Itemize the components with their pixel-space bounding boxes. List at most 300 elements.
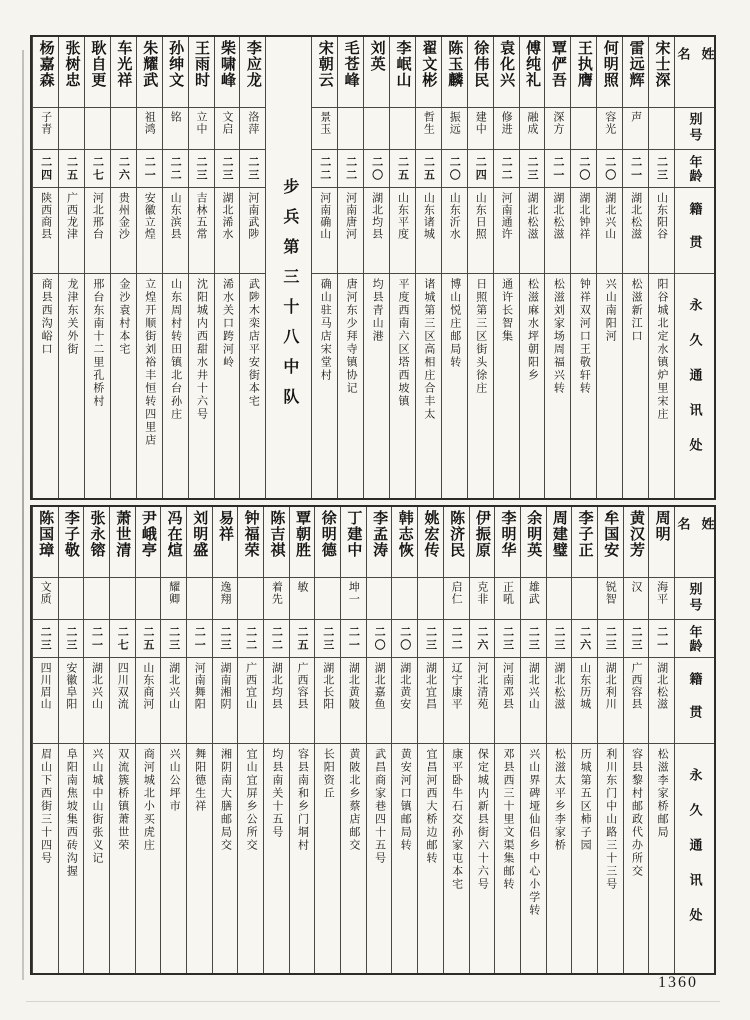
person-age [444, 619, 469, 657]
person-age-text: 二二 [270, 625, 283, 652]
person-name [390, 37, 415, 107]
person-address-text: 阜阳南焦坡集西砖沟握 [65, 748, 78, 878]
person-alias-text: 启仁 [450, 581, 463, 605]
person-address [84, 743, 109, 973]
person-name [521, 507, 546, 577]
person-name-text: 丁建中 [345, 510, 362, 558]
person-age [416, 149, 441, 187]
person-native [215, 187, 240, 273]
person-name [59, 37, 84, 107]
person-alias [547, 577, 572, 619]
person-address [338, 273, 363, 498]
person-age-text: 二〇 [373, 625, 386, 652]
person-alias [520, 107, 545, 149]
person-address [315, 743, 340, 973]
person-alias-text: 哲生 [422, 111, 435, 135]
person-age [33, 149, 58, 187]
roster-column [136, 37, 162, 498]
person-name [649, 37, 674, 107]
person-name-text: 李应龙 [244, 40, 261, 88]
person-name [136, 507, 161, 577]
person-alias [416, 107, 441, 149]
person-address [111, 273, 136, 498]
person-age [418, 619, 443, 657]
person-name [367, 507, 392, 577]
roster-column [32, 37, 58, 498]
person-name [240, 37, 265, 107]
person-native-text: 湖北兴山 [527, 662, 540, 710]
person-alias [238, 577, 263, 619]
person-name-text: 尹峨亭 [139, 510, 156, 558]
header-alias-label [675, 107, 714, 149]
person-address-text: 松滋新江口 [630, 278, 643, 343]
person-name-text: 雷远辉 [627, 40, 644, 88]
person-address-text: 容县南和乡门垌村 [296, 748, 309, 852]
person-age-text: 二一 [90, 625, 103, 652]
person-name [315, 507, 340, 577]
person-native [367, 657, 392, 743]
person-name [547, 507, 572, 577]
person-name [571, 37, 596, 107]
roster-column [648, 37, 674, 498]
person-name [468, 37, 493, 107]
person-native-text: 山东阳谷 [655, 192, 668, 240]
person-name [624, 507, 649, 577]
person-address-text: 均县南关十五号 [270, 748, 283, 839]
person-alias [59, 107, 84, 149]
person-age-text: 二二 [169, 155, 182, 182]
person-age-text: 二三 [321, 625, 334, 652]
person-native-text: 河北邢台 [91, 192, 104, 240]
person-native-text: 吉林五常 [195, 192, 208, 240]
person-alias [136, 577, 161, 619]
person-address-text: 容县黎村邮政代办所交 [630, 748, 643, 878]
person-address [649, 743, 674, 973]
person-address-text: 钟祥双河口王敬轩转 [578, 278, 591, 395]
person-address [187, 743, 212, 973]
person-alias [495, 577, 520, 619]
person-address [215, 273, 240, 498]
person-alias-text: 声 [629, 111, 642, 123]
header-column [674, 37, 714, 498]
person-age [264, 619, 289, 657]
person-address-text: 确山驻马店宋堂村 [319, 278, 332, 382]
person-age [572, 619, 597, 657]
person-alias-text: 汉 [629, 581, 642, 593]
person-alias-text: 振远 [448, 111, 461, 135]
person-name-text: 刘明盛 [191, 510, 208, 558]
person-native [623, 187, 648, 273]
person-address-text: 商河城北小买虎庄 [142, 748, 155, 852]
person-age [468, 149, 493, 187]
person-name-text: 李孟涛 [371, 510, 388, 558]
person-native [338, 187, 363, 273]
person-alias-text: 容光 [603, 111, 616, 135]
person-age-text: 二三 [604, 625, 617, 652]
person-name [495, 507, 520, 577]
person-native [494, 187, 519, 273]
person-native-text: 贵州金沙 [117, 192, 130, 240]
person-alias-text: 正吼 [501, 581, 514, 605]
person-alias [418, 577, 443, 619]
person-address-text: 平度西南六区塔西坡镇 [396, 278, 409, 408]
person-alias [137, 107, 162, 149]
person-age [442, 149, 467, 187]
person-native-text: 湖北兴山 [90, 662, 103, 710]
person-alias-text: 逸翔 [218, 581, 231, 605]
person-name-text: 黄汉芳 [627, 510, 644, 558]
person-native-text: 山东沂水 [448, 192, 461, 240]
person-age-text: 二二 [344, 155, 357, 182]
person-native [547, 657, 572, 743]
person-age-text: 二〇 [577, 155, 590, 182]
person-name [84, 507, 109, 577]
person-name-text: 李岷山 [394, 40, 411, 88]
person-age [215, 149, 240, 187]
person-alias [111, 107, 136, 149]
person-age-text: 二六 [475, 625, 488, 652]
person-name-text: 宋朝云 [316, 40, 333, 88]
person-age-text: 二〇 [448, 155, 461, 182]
person-age [494, 149, 519, 187]
person-alias [571, 107, 596, 149]
person-address-text: 眉山下西街三十四号 [39, 748, 52, 865]
person-alias [33, 577, 58, 619]
person-name [110, 507, 135, 577]
person-age [547, 619, 572, 657]
person-name-text: 李明华 [499, 510, 516, 558]
person-native-text: 河南武陟 [246, 192, 259, 240]
person-age [545, 149, 570, 187]
person-name-text: 刘英 [368, 40, 385, 72]
person-name [338, 37, 363, 107]
person-address [649, 273, 674, 498]
person-alias-text: 景玉 [318, 111, 331, 135]
person-address-text: 黄安河口镇邮局转 [399, 748, 412, 852]
person-age-text: 二五 [422, 155, 435, 182]
person-name [545, 37, 570, 107]
person-address [161, 743, 186, 973]
person-age-text: 二二 [500, 155, 513, 182]
person-address-text: 阳谷城北定水镇炉里宋庄 [656, 278, 669, 421]
person-native-text: 广西龙津 [65, 192, 78, 240]
header-address-label [675, 743, 714, 973]
person-address-text: 黄陂北乡蔡店邮交 [347, 748, 360, 852]
roster-column [162, 37, 188, 498]
person-native-text: 湖南湘阴 [218, 662, 231, 710]
person-age [240, 149, 265, 187]
roster-column [546, 507, 572, 973]
person-age [85, 149, 110, 187]
header-alias-label-text: 别号 [687, 582, 703, 614]
person-name [520, 37, 545, 107]
person-address [494, 273, 519, 498]
roster-column [263, 507, 289, 973]
person-alias [312, 107, 337, 149]
person-name-text: 张树忠 [63, 40, 80, 88]
roster-column [188, 37, 214, 498]
person-age-text: 二五 [296, 625, 309, 652]
person-age [290, 619, 315, 657]
person-age [341, 619, 366, 657]
person-name-text: 李子敬 [62, 510, 79, 558]
person-native-text: 山东历城 [578, 662, 591, 710]
roster-column [417, 507, 443, 973]
person-native-text: 河南唐河 [344, 192, 357, 240]
person-name [597, 37, 622, 107]
person-native [470, 657, 495, 743]
person-native [416, 187, 441, 273]
person-address [33, 743, 58, 973]
person-native [364, 187, 389, 273]
person-alias [315, 577, 340, 619]
roster-column [469, 507, 495, 973]
person-age [598, 619, 623, 657]
person-name [341, 507, 366, 577]
person-native [571, 187, 596, 273]
person-native [597, 187, 622, 273]
person-address-text: 保定城内新县街六十六号 [476, 748, 489, 891]
person-age-text: 二三 [501, 625, 514, 652]
person-alias [390, 107, 415, 149]
person-alias [392, 577, 417, 619]
person-age-text: 二二 [244, 625, 257, 652]
header-age-label-text: 年龄 [687, 624, 703, 653]
roster-column [160, 507, 186, 973]
header-age-label-text: 年龄 [687, 154, 703, 183]
person-age [649, 149, 674, 187]
header-name-label [675, 37, 714, 107]
roster-column [519, 37, 545, 498]
person-name-text: 何明照 [601, 40, 618, 88]
header-alias-label [675, 577, 714, 619]
person-name-text: 陈国璋 [37, 510, 54, 558]
person-native [137, 187, 162, 273]
person-address-text: 沈阳城内西甜水井十六号 [195, 278, 208, 421]
person-name-text: 陈吉祺 [268, 510, 285, 558]
person-age [312, 149, 337, 187]
person-alias [623, 107, 648, 149]
person-native-text: 河北清苑 [475, 662, 488, 710]
person-age-text: 二三 [64, 625, 77, 652]
person-address [598, 743, 623, 973]
person-name [494, 37, 519, 107]
person-age-text: 二六 [117, 155, 130, 182]
person-alias [59, 577, 84, 619]
roster-column [84, 37, 110, 498]
person-alias-text: 坤一 [347, 581, 360, 605]
person-native-text: 山东滨县 [169, 192, 182, 240]
person-address [33, 273, 58, 498]
person-native [418, 657, 443, 743]
person-name-text: 宋士深 [653, 40, 670, 88]
person-native-text: 湖北黄安 [398, 662, 411, 710]
person-native-text: 四川眉山 [39, 662, 52, 710]
person-address [442, 273, 467, 498]
person-name [161, 507, 186, 577]
person-alias-text: 文质 [39, 581, 52, 605]
person-alias [187, 577, 212, 619]
person-name [33, 507, 58, 577]
person-age-text: 二七 [91, 155, 104, 182]
person-name-text: 易祥 [216, 510, 233, 542]
person-native [290, 657, 315, 743]
person-age [111, 149, 136, 187]
person-native-text: 湖北松滋 [629, 192, 642, 240]
person-name [649, 507, 674, 577]
person-address [392, 743, 417, 973]
person-address-text: 邓县西三十里文渠集邮转 [502, 748, 515, 891]
person-name [137, 37, 162, 107]
person-address [623, 273, 648, 498]
person-address [470, 743, 495, 973]
person-age [649, 619, 674, 657]
person-alias [189, 107, 214, 149]
person-alias [545, 107, 570, 149]
person-alias [624, 577, 649, 619]
person-native-text: 河南舞阳 [193, 662, 206, 710]
person-alias [341, 577, 366, 619]
person-native [84, 657, 109, 743]
person-name [59, 507, 84, 577]
person-native [572, 657, 597, 743]
person-address-text: 历城第五区柿子园 [579, 748, 592, 852]
person-native [264, 657, 289, 743]
person-native [213, 657, 238, 743]
person-native-text: 安徽立煌 [143, 192, 156, 240]
unit-title [266, 37, 311, 498]
person-age-text: 二三 [526, 155, 539, 182]
person-native-text: 湖北松滋 [552, 662, 565, 710]
person-native [187, 657, 212, 743]
person-name [189, 37, 214, 107]
person-name-text: 袁化兴 [498, 40, 515, 88]
scan-bottom-edge [26, 1001, 720, 1002]
person-age [33, 619, 58, 657]
person-address [390, 273, 415, 498]
person-age [84, 619, 109, 657]
person-alias-text: 铭 [169, 111, 182, 123]
person-name [572, 507, 597, 577]
person-native [624, 657, 649, 743]
roster-column [467, 37, 493, 498]
person-alias [598, 577, 623, 619]
person-address-text: 双流簇桥镇萧世荣 [116, 748, 129, 852]
person-address [189, 273, 214, 498]
person-native-text: 河南邓县 [501, 662, 514, 710]
person-address-text: 舞阳德生祥 [193, 748, 206, 813]
person-address-text: 浠水关口跨河岭 [221, 278, 234, 369]
person-address [444, 743, 469, 973]
person-native [240, 187, 265, 273]
person-age [338, 149, 363, 187]
roster-column [239, 37, 265, 498]
person-address-text: 均县青山港 [371, 278, 384, 343]
person-native [442, 187, 467, 273]
person-address-text: 兴山城中山街张义记 [91, 748, 104, 865]
person-address-text: 日照第三区街头徐庄 [474, 278, 487, 395]
person-age-text: 二七 [116, 625, 129, 652]
person-name-text: 李子正 [576, 510, 593, 558]
person-age-text: 二六 [578, 625, 591, 652]
person-address [597, 273, 622, 498]
roster-column [391, 507, 417, 973]
person-native-text: 山东平度 [396, 192, 409, 240]
person-name-text: 牟国安 [602, 510, 619, 558]
person-alias [85, 107, 110, 149]
person-age [495, 619, 520, 657]
person-native [238, 657, 263, 743]
header-age-label [675, 619, 714, 657]
roster-column [494, 507, 520, 973]
roster-column [58, 507, 84, 973]
person-alias [290, 577, 315, 619]
person-native-text: 广西容县 [629, 662, 642, 710]
person-address [418, 743, 443, 973]
roster-column [212, 507, 238, 973]
person-alias-text: 着先 [270, 581, 283, 605]
person-native [315, 657, 340, 743]
person-address [571, 273, 596, 498]
person-alias-text: 立中 [195, 111, 208, 135]
person-alias-text: 锐智 [604, 581, 617, 605]
person-address-text: 宜山宜屏乡公所交 [245, 748, 258, 852]
person-age-text: 二〇 [603, 155, 616, 182]
person-age-text: 二四 [474, 155, 487, 182]
roster-column [520, 507, 546, 973]
roster-column [623, 507, 649, 973]
person-native [390, 187, 415, 273]
person-address-text: 兴山界碑垭仙侣乡中心小学转 [527, 748, 540, 917]
person-age-text: 二五 [141, 625, 154, 652]
roster-column [415, 37, 441, 498]
person-alias [161, 577, 186, 619]
person-name-text: 王执膺 [575, 40, 592, 88]
person-alias-text: 融成 [526, 111, 539, 135]
person-age [520, 149, 545, 187]
person-name-text: 车光祥 [115, 40, 132, 88]
person-age [623, 149, 648, 187]
roster-column [58, 37, 84, 498]
person-name-text: 陈玉麟 [446, 40, 463, 88]
person-native-text: 湖北黄陂 [347, 662, 360, 710]
person-native-text: 陕西商县 [39, 192, 52, 240]
person-native [189, 187, 214, 273]
person-alias [597, 107, 622, 149]
header-native-label-text: 籍贯 [687, 672, 703, 738]
person-native [136, 657, 161, 743]
person-address [137, 273, 162, 498]
person-address-text: 湘阴南大膳邮局交 [219, 748, 232, 852]
person-name-text: 韩志恢 [396, 510, 413, 558]
person-age [597, 149, 622, 187]
roster-column [493, 37, 519, 498]
person-name-text: 周明 [653, 510, 670, 542]
person-age-text: 二三 [527, 625, 540, 652]
person-name-text: 陈济民 [448, 510, 465, 558]
roster-column [570, 37, 596, 498]
person-alias [33, 107, 58, 149]
person-native [521, 657, 546, 743]
person-address-text: 唐河东少拜寺镇协记 [345, 278, 358, 395]
person-name [442, 37, 467, 107]
person-alias-text: 文启 [220, 111, 233, 135]
header-column [674, 507, 714, 973]
roster-column [289, 507, 315, 973]
person-alias-text: 敏 [296, 581, 309, 593]
roster-column [32, 507, 58, 973]
person-name-text: 耿自更 [89, 40, 106, 88]
